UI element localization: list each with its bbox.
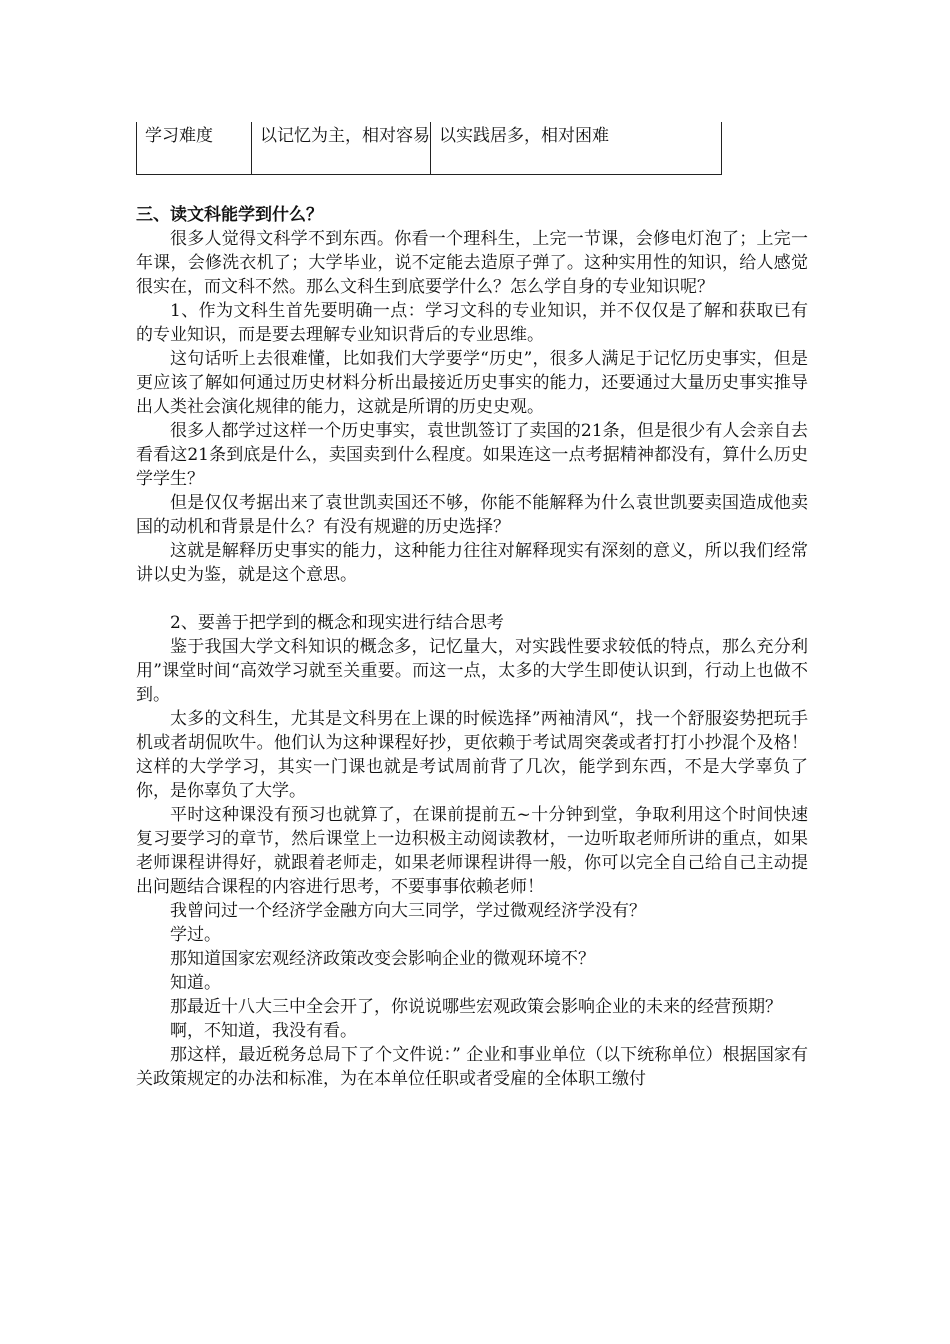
table-cell-science: 以实践居多，相对困难 [431, 122, 722, 175]
table-cell-difficulty-label: 学习难度 [137, 122, 252, 175]
table-cell-liberal-arts: 以记忆为主，相对容易 [252, 122, 431, 175]
paragraph: 这就是解释历史事实的能力，这种能力往往对解释现实有深刻的意义，所以我们经常讲以史为鉴，就是这个意思。 [136, 541, 808, 585]
paragraph: 鉴于我国大学文科知识的概念多，记忆量大，对实践性要求较低的特点，那么充分利用”课堂时间“高效学习就至关重要。而这一点，太多的大学生即使认识到，行动上也做不到。 [136, 637, 808, 705]
paragraph: 那最近十八大三中全会开了，你说说哪些宏观政策会影响企业的未来的经营预期？ [170, 997, 782, 1017]
paragraph: 啊，不知道，我没有看。 [170, 1021, 357, 1041]
paragraph: 这句话听上去很难懂，比如我们大学要学“历史”，很多人满足于记忆历史事实，但是更应该了解如何通过历史材料分析出最接近历史事实的能力，还要通过大量历史事实推导出人类社会演化规律的能力，这就是所谓的历史史观。 [136, 349, 808, 417]
table-row [137, 122, 722, 175]
paragraph: 1、作为文科生首先要明确一点：学习文科的专业知识，并不仅仅是了解和获取已有的专业知识，而是要去理解专业知识背后的专业思维。 [136, 301, 808, 345]
paragraph: 但是仅仅考据出来了袁世凯卖国还不够，你能不能解释为什么袁世凯要卖国造成他卖国的动机和背景是什么？有没有规避的历史选择？ [136, 493, 808, 537]
paragraph: 我曾问过一个经济学金融方向大三同学，学过微观经济学没有？ [170, 901, 646, 921]
paragraph: 平时这种课没有预习也就算了，在课前提前五~十分钟到堂，争取利用这个时间快速复习要学习的章节，然后课堂上一边积极主动阅读教材，一边听取老师所讲的重点，如果老师课程讲得好，就跟着老师走，如果老师课程讲得一般，你可以完全自己给自己主动提出问题结合课程的内容进行思考，不要事事依赖老师！ [136, 805, 808, 897]
paragraph: 很多人觉得文科学不到东西。你看一个理科生，上完一节课，会修电灯泡了；上完一年课，会修洗衣机了；大学毕业，说不定能去造原子弹了。这种实用性的知识，给人感觉很实在，而文科不然。那么文科生到底要学什么？怎么学自身的专业知识呢？ [136, 229, 808, 297]
paragraph: 那知道国家宏观经济政策改变会影响企业的微观环境不？ [170, 949, 595, 969]
subsection-heading: 2、要善于把学到的概念和现实进行结合思考 [170, 613, 504, 633]
comparison-table [136, 122, 722, 175]
section-heading: 三、读文科能学到什么？ [136, 205, 323, 225]
paragraph: 学过。 [170, 925, 221, 945]
paragraph: 太多的文科生，尤其是文科男在上课的时候选择”两袖清风“，找一个舒服姿势把玩手机或者胡侃吹牛。他们认为这种课程好抄，更依赖于考试周突袭或者打打小抄混个及格！这样的大学学习，其实一门课也就是考试周前背了几次，能学到东西，不是大学辜负了你，是你辜负了大学。 [136, 709, 808, 801]
blank-line [136, 587, 808, 611]
paragraph: 那这样，最近税务总局下了个文件说：” 企业和事业单位（以下统称单位）根据国家有关政策规定的办法和标准，为在本单位任职或者受雇的全体职工缴付 [136, 1045, 808, 1089]
paragraph: 知道。 [170, 973, 221, 993]
document-body [136, 203, 808, 1091]
paragraph: 很多人都学过这样一个历史事实，袁世凯签订了卖国的21条，但是很少有人会亲自去看看这21条到底是什么，卖国卖到什么程度。如果连这一点考据精神都没有，算什么历史学学生？ [136, 421, 808, 489]
